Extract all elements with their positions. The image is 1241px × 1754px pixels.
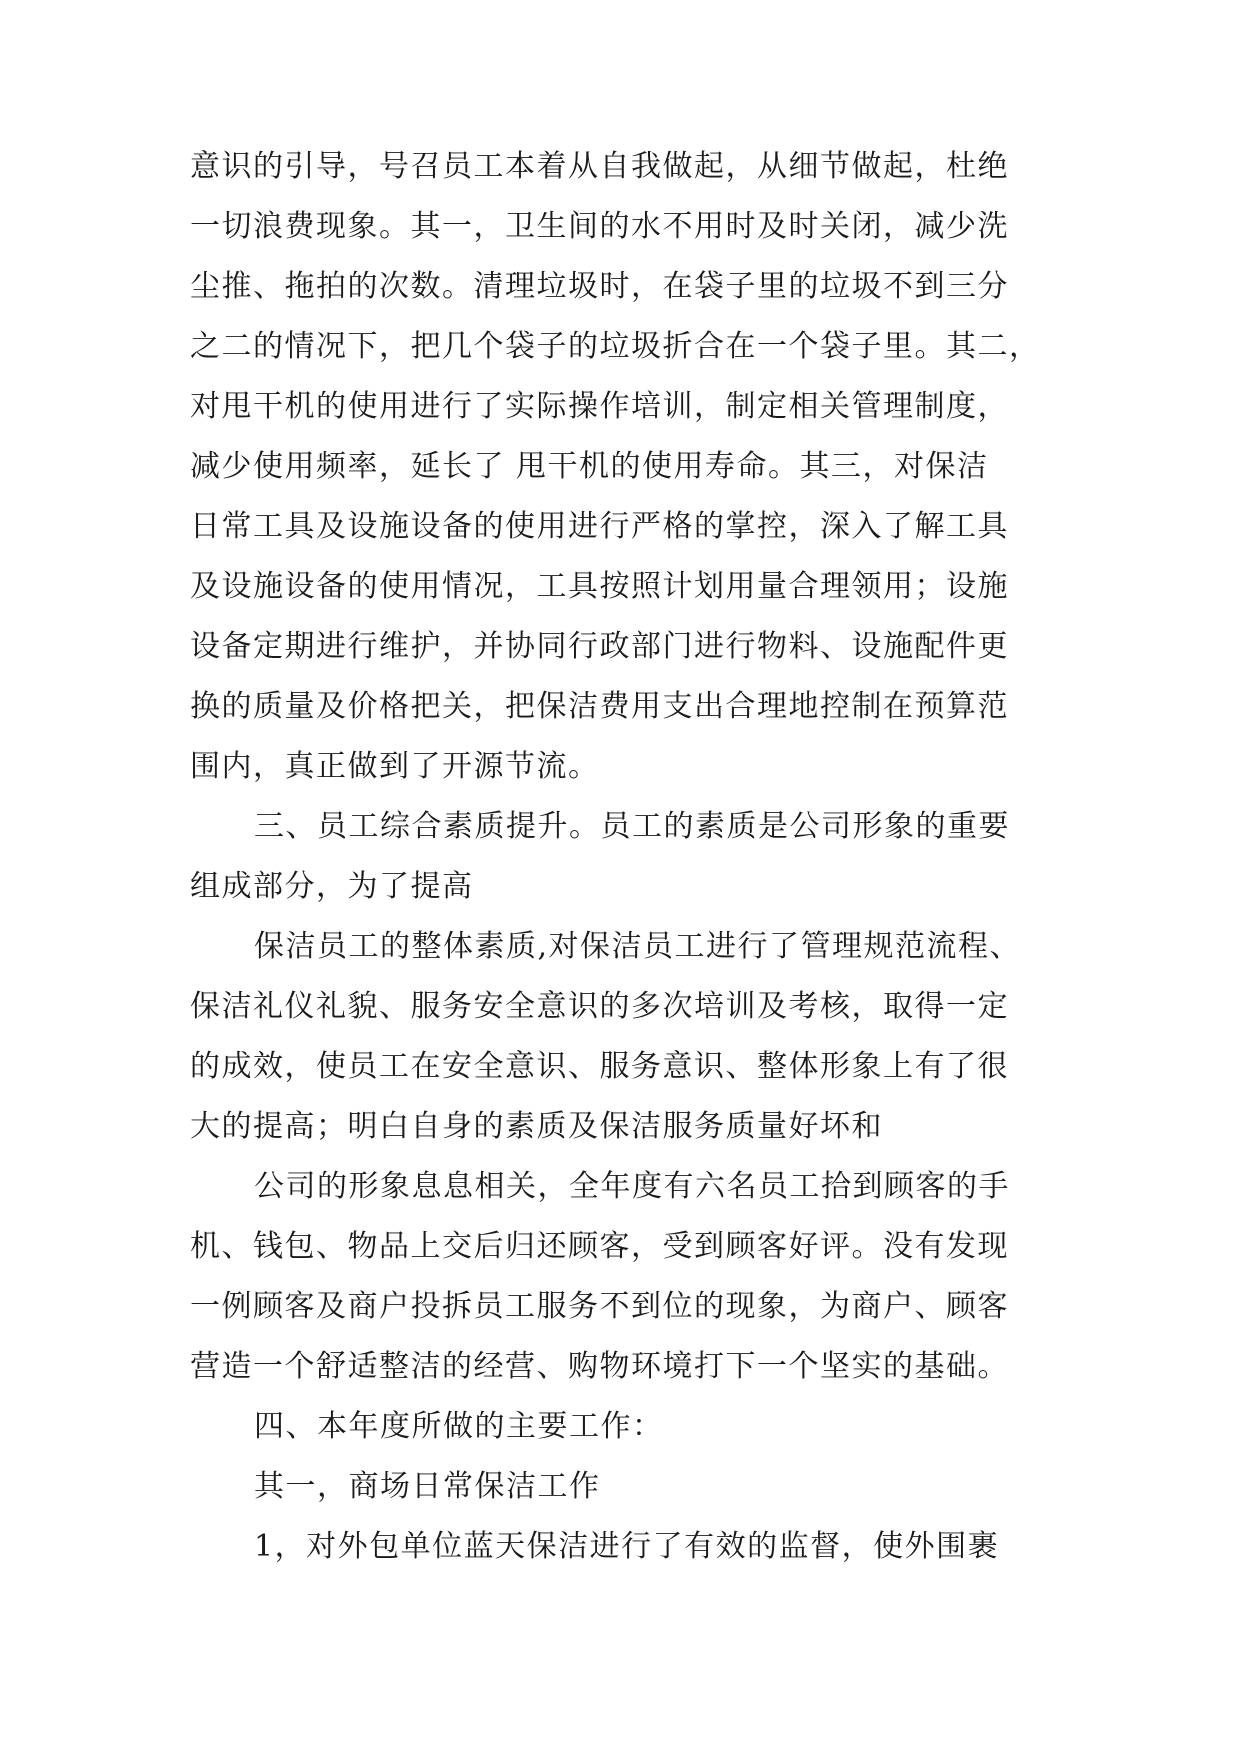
text-line: 组成部分，为了提高 — [190, 869, 474, 904]
text-line: 保洁员工的整体素质,对保洁员工进行了管理规范流程、 — [254, 929, 1022, 964]
text-line: 对甩干机的使用进行了实际操作培训，制定相关管理制度， — [190, 389, 1009, 424]
section-heading: 三、员工综合素质提升。员工的素质是公司形象的重要 — [254, 809, 1010, 844]
text-line: 大的提高；明白自身的素质及保洁服务质量好坏和 — [190, 1109, 883, 1144]
text-line: 保洁礼仪礼貌、服务安全意识的多次培训及考核，取得一定 — [190, 989, 1009, 1024]
section-heading: 四、本年度所做的主要工作： — [254, 1409, 664, 1444]
text-line: 及设施设备的使用情况，工具按照计划用量合理领用；设施 — [190, 569, 1009, 604]
text-line: 围内，真正做到了开源节流。 — [190, 749, 600, 784]
text-line: 意识的引导，号召员工本着从自我做起，从细节做起，杜绝 — [190, 149, 1009, 184]
text-line: 日常工具及设施设备的使用进行严格的掌控，深入了解工具 — [190, 509, 1009, 544]
text-line: 一切浪费现象。其一，卫生间的水不用时及时关闭，减少洗 — [190, 209, 1009, 244]
text-line: 换的质量及价格把关，把保洁费用支出合理地控制在预算范 — [190, 689, 1009, 724]
text-line: 减少使用频率，延长了 甩干机的使用寿命。其三，对保洁 — [190, 449, 989, 484]
text-line: 机、钱包、物品上交后归还顾客，受到顾客好评。没有发现 — [190, 1229, 1009, 1264]
text-line: 的成效，使员工在安全意识、服务意识、整体形象上有了很 — [190, 1049, 1009, 1084]
list-item: 1，对外包单位蓝天保洁进行了有效的监督，使外围裹 — [254, 1529, 1000, 1564]
text-line: 一例顾客及商户投拆员工服务不到位的现象，为商户、顾客 — [190, 1289, 1009, 1324]
subsection-heading: 其一，商场日常保洁工作 — [254, 1469, 601, 1504]
text-line: 之二的情况下，把几个袋子的垃圾折合在一个袋子里。其二， — [190, 329, 1041, 364]
text-line: 公司的形象息息相关，全年度有六名员工拾到顾客的手 — [254, 1169, 1010, 1204]
text-line: 设备定期进行维护，并协同行政部门进行物料、设施配件更 — [190, 629, 1009, 664]
text-line: 尘推、拖拍的次数。清理垃圾时，在袋子里的垃圾不到三分 — [190, 269, 1009, 304]
text-line: 营造一个舒适整洁的经营、购物环境打下一个坚实的基础。 — [190, 1349, 1009, 1384]
